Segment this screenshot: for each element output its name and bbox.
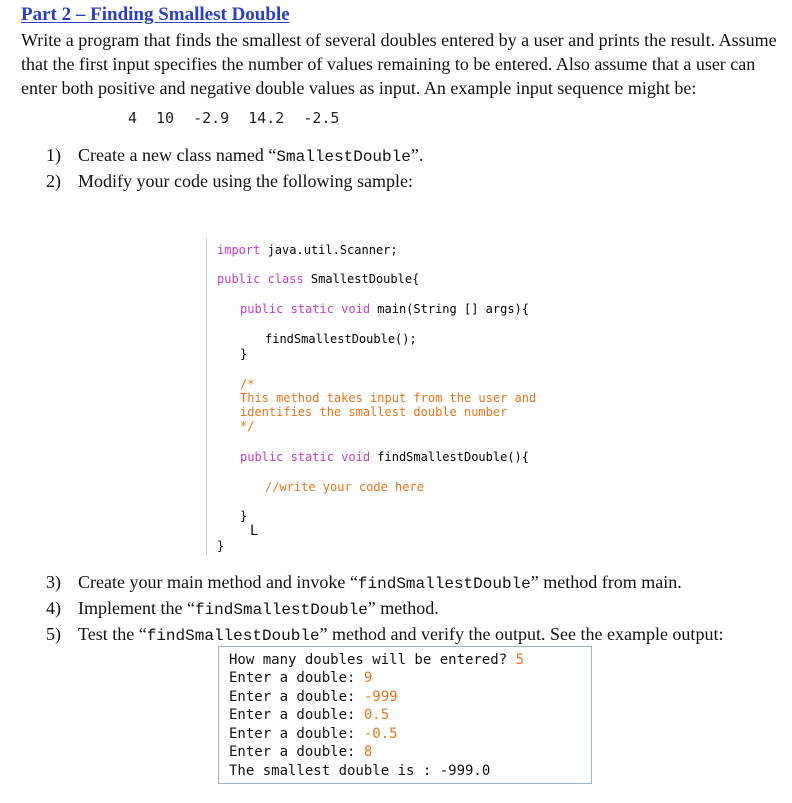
output-result-line: The smallest double is : -999.0 bbox=[229, 763, 491, 779]
step-number: 4) bbox=[46, 598, 61, 618]
code-comment-open: /* bbox=[240, 377, 255, 391]
text-cursor-icon: L bbox=[250, 523, 258, 539]
code-comment-line: This method takes input from the user and bbox=[240, 391, 537, 405]
list-item bbox=[46, 143, 423, 169]
sequence-value: 4 bbox=[128, 109, 138, 127]
step-text: Create your main method and invoke “ bbox=[78, 572, 358, 592]
step-text: Create a new class named “ bbox=[78, 145, 277, 165]
code-line-close: } bbox=[217, 539, 225, 553]
step-number: 2) bbox=[46, 171, 61, 191]
output-line: Enter a double: 9 bbox=[229, 670, 373, 686]
output-line: How many doubles will be entered? 5 bbox=[229, 652, 525, 668]
steps-list-first bbox=[46, 143, 423, 195]
example-output-box bbox=[218, 646, 592, 784]
page-title: Part 2 – Finding Smallest Double bbox=[21, 4, 290, 25]
list-item bbox=[46, 169, 423, 195]
list-item bbox=[46, 596, 723, 622]
code-sample bbox=[206, 238, 567, 556]
code-line-main: public static void main(String [] args){ bbox=[240, 302, 529, 316]
sequence-value: 14.2 bbox=[248, 109, 285, 127]
step-text-end: ”. bbox=[410, 145, 424, 165]
code-line-class: public class SmallestDouble{ bbox=[217, 272, 420, 286]
code-line-import: import java.util.Scanner; bbox=[217, 243, 398, 257]
sequence-value: -2.9 bbox=[193, 109, 230, 127]
step-text-end: ” method from main. bbox=[530, 572, 682, 592]
code-line-method: public static void findSmallestDouble(){ bbox=[240, 450, 529, 464]
intro-paragraph: Write a program that finds the smallest of several doubles entered by a user and prints the result. Assume that the first input specifies the number of values remaining to be entered. Also assume that a user can enter both positive and negative double values as input. An example input sequence might be: bbox=[21, 30, 777, 98]
sequence-value: 10 bbox=[156, 109, 175, 127]
code-comment-close: */ bbox=[240, 419, 255, 433]
input-sequence bbox=[128, 109, 358, 127]
step-code: findSmallestDouble bbox=[146, 627, 320, 645]
output-line: Enter a double: -0.5 bbox=[229, 726, 398, 742]
step-text-end: ” method and verify the output. See the example output: bbox=[319, 624, 724, 644]
step-code: findSmallestDouble bbox=[194, 601, 368, 619]
step-text: Implement the “ bbox=[78, 598, 195, 618]
list-item bbox=[46, 622, 723, 648]
output-line: Enter a double: 0.5 bbox=[229, 707, 390, 723]
code-line-close: } bbox=[240, 509, 248, 523]
step-code: findSmallestDouble bbox=[357, 575, 531, 593]
code-comment-line: identifies the smallest double number bbox=[240, 405, 508, 419]
step-number: 3) bbox=[46, 572, 61, 592]
step-text: Test the “ bbox=[78, 624, 147, 644]
list-item bbox=[46, 570, 723, 596]
step-number: 1) bbox=[46, 145, 61, 165]
output-line: Enter a double: 8 bbox=[229, 744, 373, 760]
step-text-end: ” method. bbox=[367, 598, 439, 618]
code-line-call: findSmallestDouble(); bbox=[265, 332, 417, 346]
code-line-close: } bbox=[240, 347, 248, 361]
steps-list-second bbox=[46, 570, 723, 648]
output-line: Enter a double: -999 bbox=[229, 689, 398, 705]
sequence-value: -2.5 bbox=[303, 109, 340, 127]
step-number: 5) bbox=[46, 624, 61, 644]
code-todo-comment: //write your code here bbox=[265, 480, 424, 494]
step-code: SmallestDouble bbox=[276, 148, 411, 166]
step-text: Modify your code using the following sample: bbox=[78, 171, 413, 191]
